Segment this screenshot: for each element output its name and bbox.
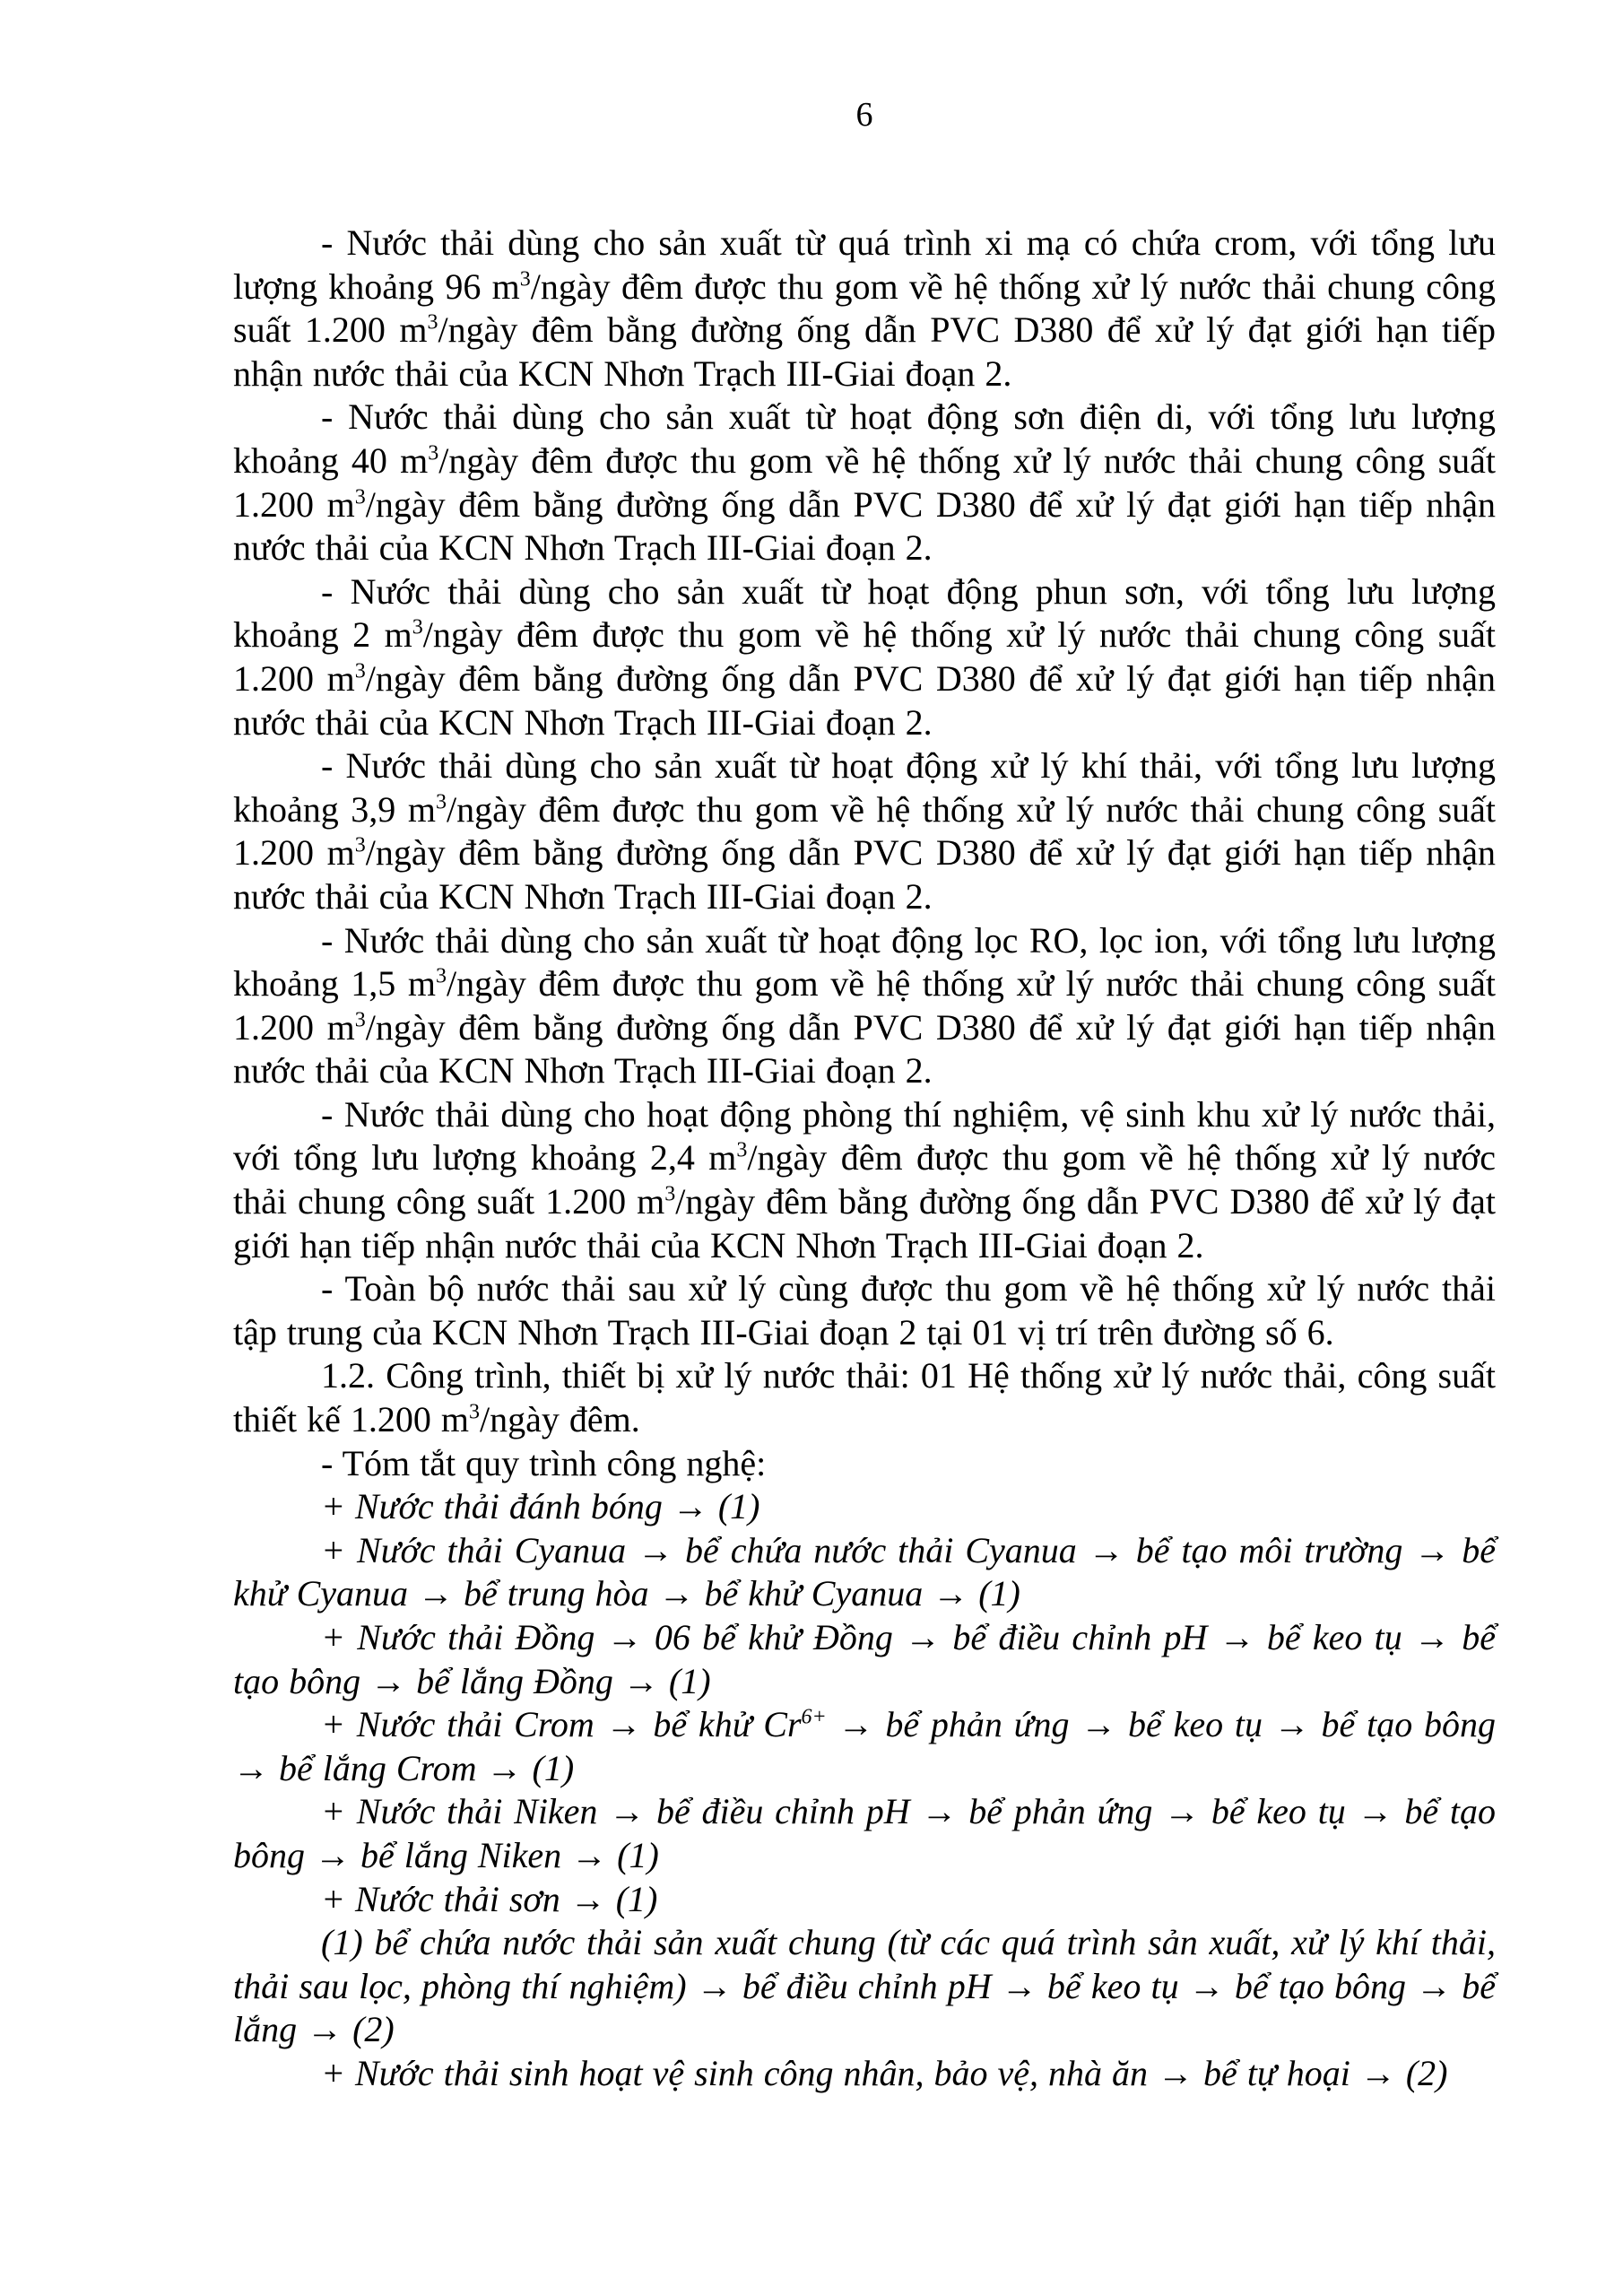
- paragraph-12: + Nước thải Đồng → 06 bể khử Đồng → bể điều chỉnh pH → bể keo tụ → bể tạo bông → bể lắng Đồng → (1): [233, 1617, 1496, 1701]
- paragraph-1: - Nước thải dùng cho sản xuất từ quá trình xi mạ có chứa crom, với tổng lưu lượng khoảng 96 $m^3$/ngày đêm được thu gom về hệ thống xử lý nước thải chung công suất 1.200 $m^3$/ngày đêm bằng đường ống dẫn PVC D380 để xử lý đạt giới hạn tiếp nhận nước thải của KCN Nhơn Trạch III-Giai đoạn 2.: [233, 222, 1497, 394]
- paragraph-2: - Nước thải dùng cho sản xuất từ hoạt động sơn điện di, với tổng lưu lượng khoảng 40 $m^3$/ngày đêm được thu gom về hệ thống xử lý nước thải chung công suất 1.200 $m^3$/ngày đêm bằng đường ống dẫn PVC D380 để xử lý đạt giới hạn tiếp nhận nước thải của KCN Nhơn Trạch III-Giai đoạn 2.: [233, 396, 1496, 569]
- paragraph-11: + Nước thải Cyanua → bể chứa nước thải Cyanua → bể tạo môi trường → bể khử Cyanua → bể trung hòa → bể khử Cyanua → (1): [233, 1529, 1496, 1614]
- paragraph-13: + Nước thải Crom → bể khử $Cr^{6+}$ → bể phản ứng → bể keo tụ → bể tạo bông → bể lắng Crom → (1): [233, 1704, 1496, 1788]
- page-number: 6: [855, 96, 873, 134]
- paragraph-16: (1) bể chứa nước thải sản xuất chung (từ các quá trình sản xuất, xử lý khí thải, thải sau lọc, phòng thí nghiệm) → bể điều chỉnh pH → bể keo tụ → bể tạo bông → bể lắng → (2): [233, 1922, 1496, 2050]
- paragraph-5: - Nước thải dùng cho sản xuất từ hoạt động lọc RO, lọc ion, với tổng lưu lượng khoảng 1,5 $m^3$/ngày đêm được thu gom về hệ thống xử lý nước thải chung công suất 1.200 $m^3$/ngày đêm bằng đường ống dẫn PVC D380 để xử lý đạt giới hạn tiếp nhận nước thải của KCN Nhơn Trạch III-Giai đoạn 2.: [233, 919, 1496, 1091]
- paragraph-6: - Nước thải dùng cho hoạt động phòng thí nghiệm, vệ sinh khu xử lý nước thải, với tổng lưu lượng khoảng 2,4 $m^3$/ngày đêm được thu gom về hệ thống xử lý nước thải chung công suất 1.200 $m^3$/ngày đêm bằng đường ống dẫn PVC D380 để xử lý đạt giới hạn tiếp nhận nước thải của KCN Nhơn Trạch III-Giai đoạn 2.: [233, 1093, 1497, 1265]
- paragraph-9: - Tóm tắt quy trình công nghệ:: [321, 1442, 767, 1483]
- paragraph-3: - Nước thải dùng cho sản xuất từ hoạt động phun sơn, với tổng lưu lượng khoảng 2 $m^3$/ngày đêm được thu gom về hệ thống xử lý nước thải chung công suất 1.200 $m^3$/ngày đêm bằng đường ống dẫn PVC D380 để xử lý đạt giới hạn tiếp nhận nước thải của KCN Nhơn Trạch III-Giai đoạn 2.: [233, 570, 1496, 743]
- paragraph-15: + Nước thải sơn → (1): [321, 1878, 658, 1919]
- paragraph-10: + Nước thải đánh bóng → (1): [321, 1486, 760, 1527]
- paragraph-14: + Nước thải Niken → bể điều chỉnh pH → bể phản ứng → bể keo tụ → bể tạo bông → bể lắng Niken → (1): [233, 1791, 1496, 1875]
- paragraph-4: - Nước thải dùng cho sản xuất từ hoạt động xử lý khí thải, với tổng lưu lượng khoảng 3,9 $m^3$/ngày đêm được thu gom về hệ thống xử lý nước thải chung công suất 1.200 $m^3$/ngày đêm bằng đường ống dẫn PVC D380 để xử lý đạt giới hạn tiếp nhận nước thải của KCN Nhơn Trạch III-Giai đoạn 2.: [233, 745, 1496, 917]
- paragraph-8: 1.2. Công trình, thiết bị xử lý nước thải: 01 Hệ thống xử lý nước thải, công suất thiết kế 1.200 $m^3$/ngày đêm.: [233, 1355, 1496, 1440]
- paragraph-17: + Nước thải sinh hoạt vệ sinh công nhân, bảo vệ, nhà ăn → bể tự hoại → (2): [321, 2052, 1448, 2093]
- document-body: [233, 222, 1496, 2096]
- paragraph-7: - Toàn bộ nước thải sau xử lý cùng được thu gom về hệ thống xử lý nước thải tập trung của KCN Nhơn Trạch III-Giai đoạn 2 tại 01 vị trí trên đường số 6.: [233, 1268, 1496, 1352]
